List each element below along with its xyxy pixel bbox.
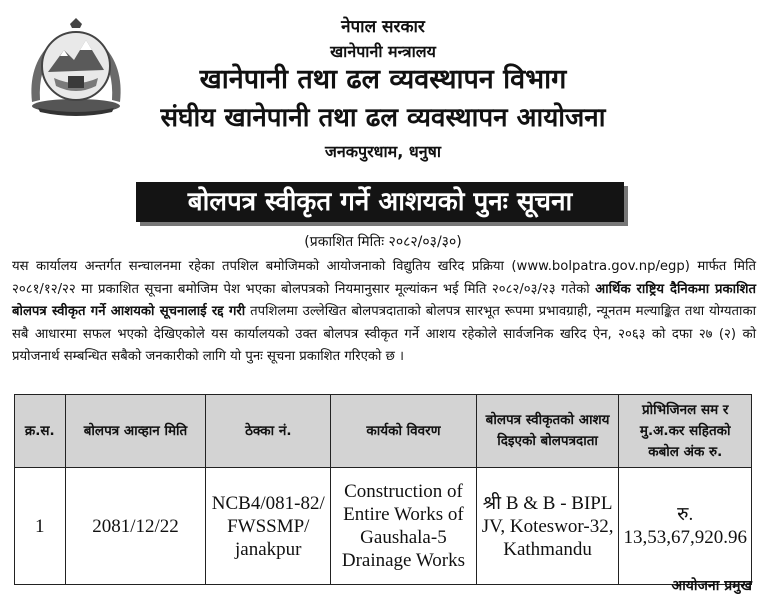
table-header-row <box>15 395 752 468</box>
header-bid-call-date: बोलपत्र आव्हान मिति <box>65 395 206 468</box>
cell-bid-call-date: 2081/12/22 <box>65 468 206 585</box>
header-bid-amount: प्रोभिजिनल सम र मु.अ.कर सहितको कबोल अंक रु. <box>619 395 752 468</box>
project-name: संघीय खानेपानी तथा ढल व्यवस्थापन आयोजना <box>160 103 606 133</box>
cell-bid-amount: रु. 13,53,67,920.96 <box>619 468 752 585</box>
header-serial-number: क्र.स. <box>15 395 66 468</box>
notice-body-part2: तपशिलमा उल्लेखित बोलपत्रदाताको बोलपत्र सारभूत रूपमा प्रभावग्राही, न्यूनतम मल्याङ्कित तथा योग्यताका सबै आधारमा सफल भएको देखिएकोले यस कार्यालयको उक्त बोलपत्र स्वीकृत गर्ने आशय रहेकोले सार्वजनिक खरिद ऐन, २०६३ को दफा २७ (२) को प्रयोजनार्थ सम्बन्धित सबैको जनकारीको लागि यो पुनः सूचना प्रकाशित गरिएको छ । <box>12 304 756 364</box>
government-name: नेपाल सरकार <box>341 17 425 37</box>
cell-contract-number: NCB4/081-82/ FWSSMP/ janakpur <box>206 468 331 585</box>
ministry-name: खानेपानी मन्त्रालय <box>330 42 436 61</box>
header-contract-number: ठेक्का नं. <box>206 395 331 468</box>
notice-body <box>12 256 756 369</box>
notice-body-bold: आर्थिक राष्ट्रिय दैनिकमा प्रकाशित बोलपत्र स्वीकृत गर्ने आशयको सूचनालाई रद्द गरी <box>12 281 756 319</box>
cell-bidder: श्री B & B - BIPL JV, Koteswor-32, Kathmandu <box>476 468 619 585</box>
cell-work-description: Construction of Entire Works of Gaushala-5 Drainage Works <box>331 468 477 585</box>
notice-title-banner: बोलपत्र स्वीकृत गर्ने आशयको पुनः सूचना <box>136 182 624 222</box>
header-work-description: कार्यको विवरण <box>331 395 477 468</box>
notice-body-part1: यस कार्यालय अन्तर्गत सन्चालनमा रहेका तपशिल बमोजिमको आयोजनाको विद्युतिय खरिद प्रक्रिया (www.bolpatra.gov.np/egp) मार्फत मिति २०८१/१२/२२ मा प्रकाशित सूचना बमोजिम पेश भएका बोलपत्रको नियमानुसार मूल्यांकन भई मिति २०८२/०३/२३ गतेको <box>12 259 756 297</box>
table-row <box>15 468 752 585</box>
header-bidder: बोलपत्र स्वीकृतको आशय दिइएको बोलपत्रदाता <box>476 395 619 468</box>
department-name: खानेपानी तथा ढल व्यवस्थापन विभाग <box>199 64 567 95</box>
published-date: (प्रकाशित मितिः २०८२/०३/३०) <box>304 234 462 250</box>
signatory-title: आयोजना प्रमुख <box>671 578 752 594</box>
cell-serial-number: 1 <box>15 468 66 585</box>
office-location: जनकपुरधाम, धनुषा <box>325 142 441 161</box>
bid-details-table <box>14 394 752 585</box>
